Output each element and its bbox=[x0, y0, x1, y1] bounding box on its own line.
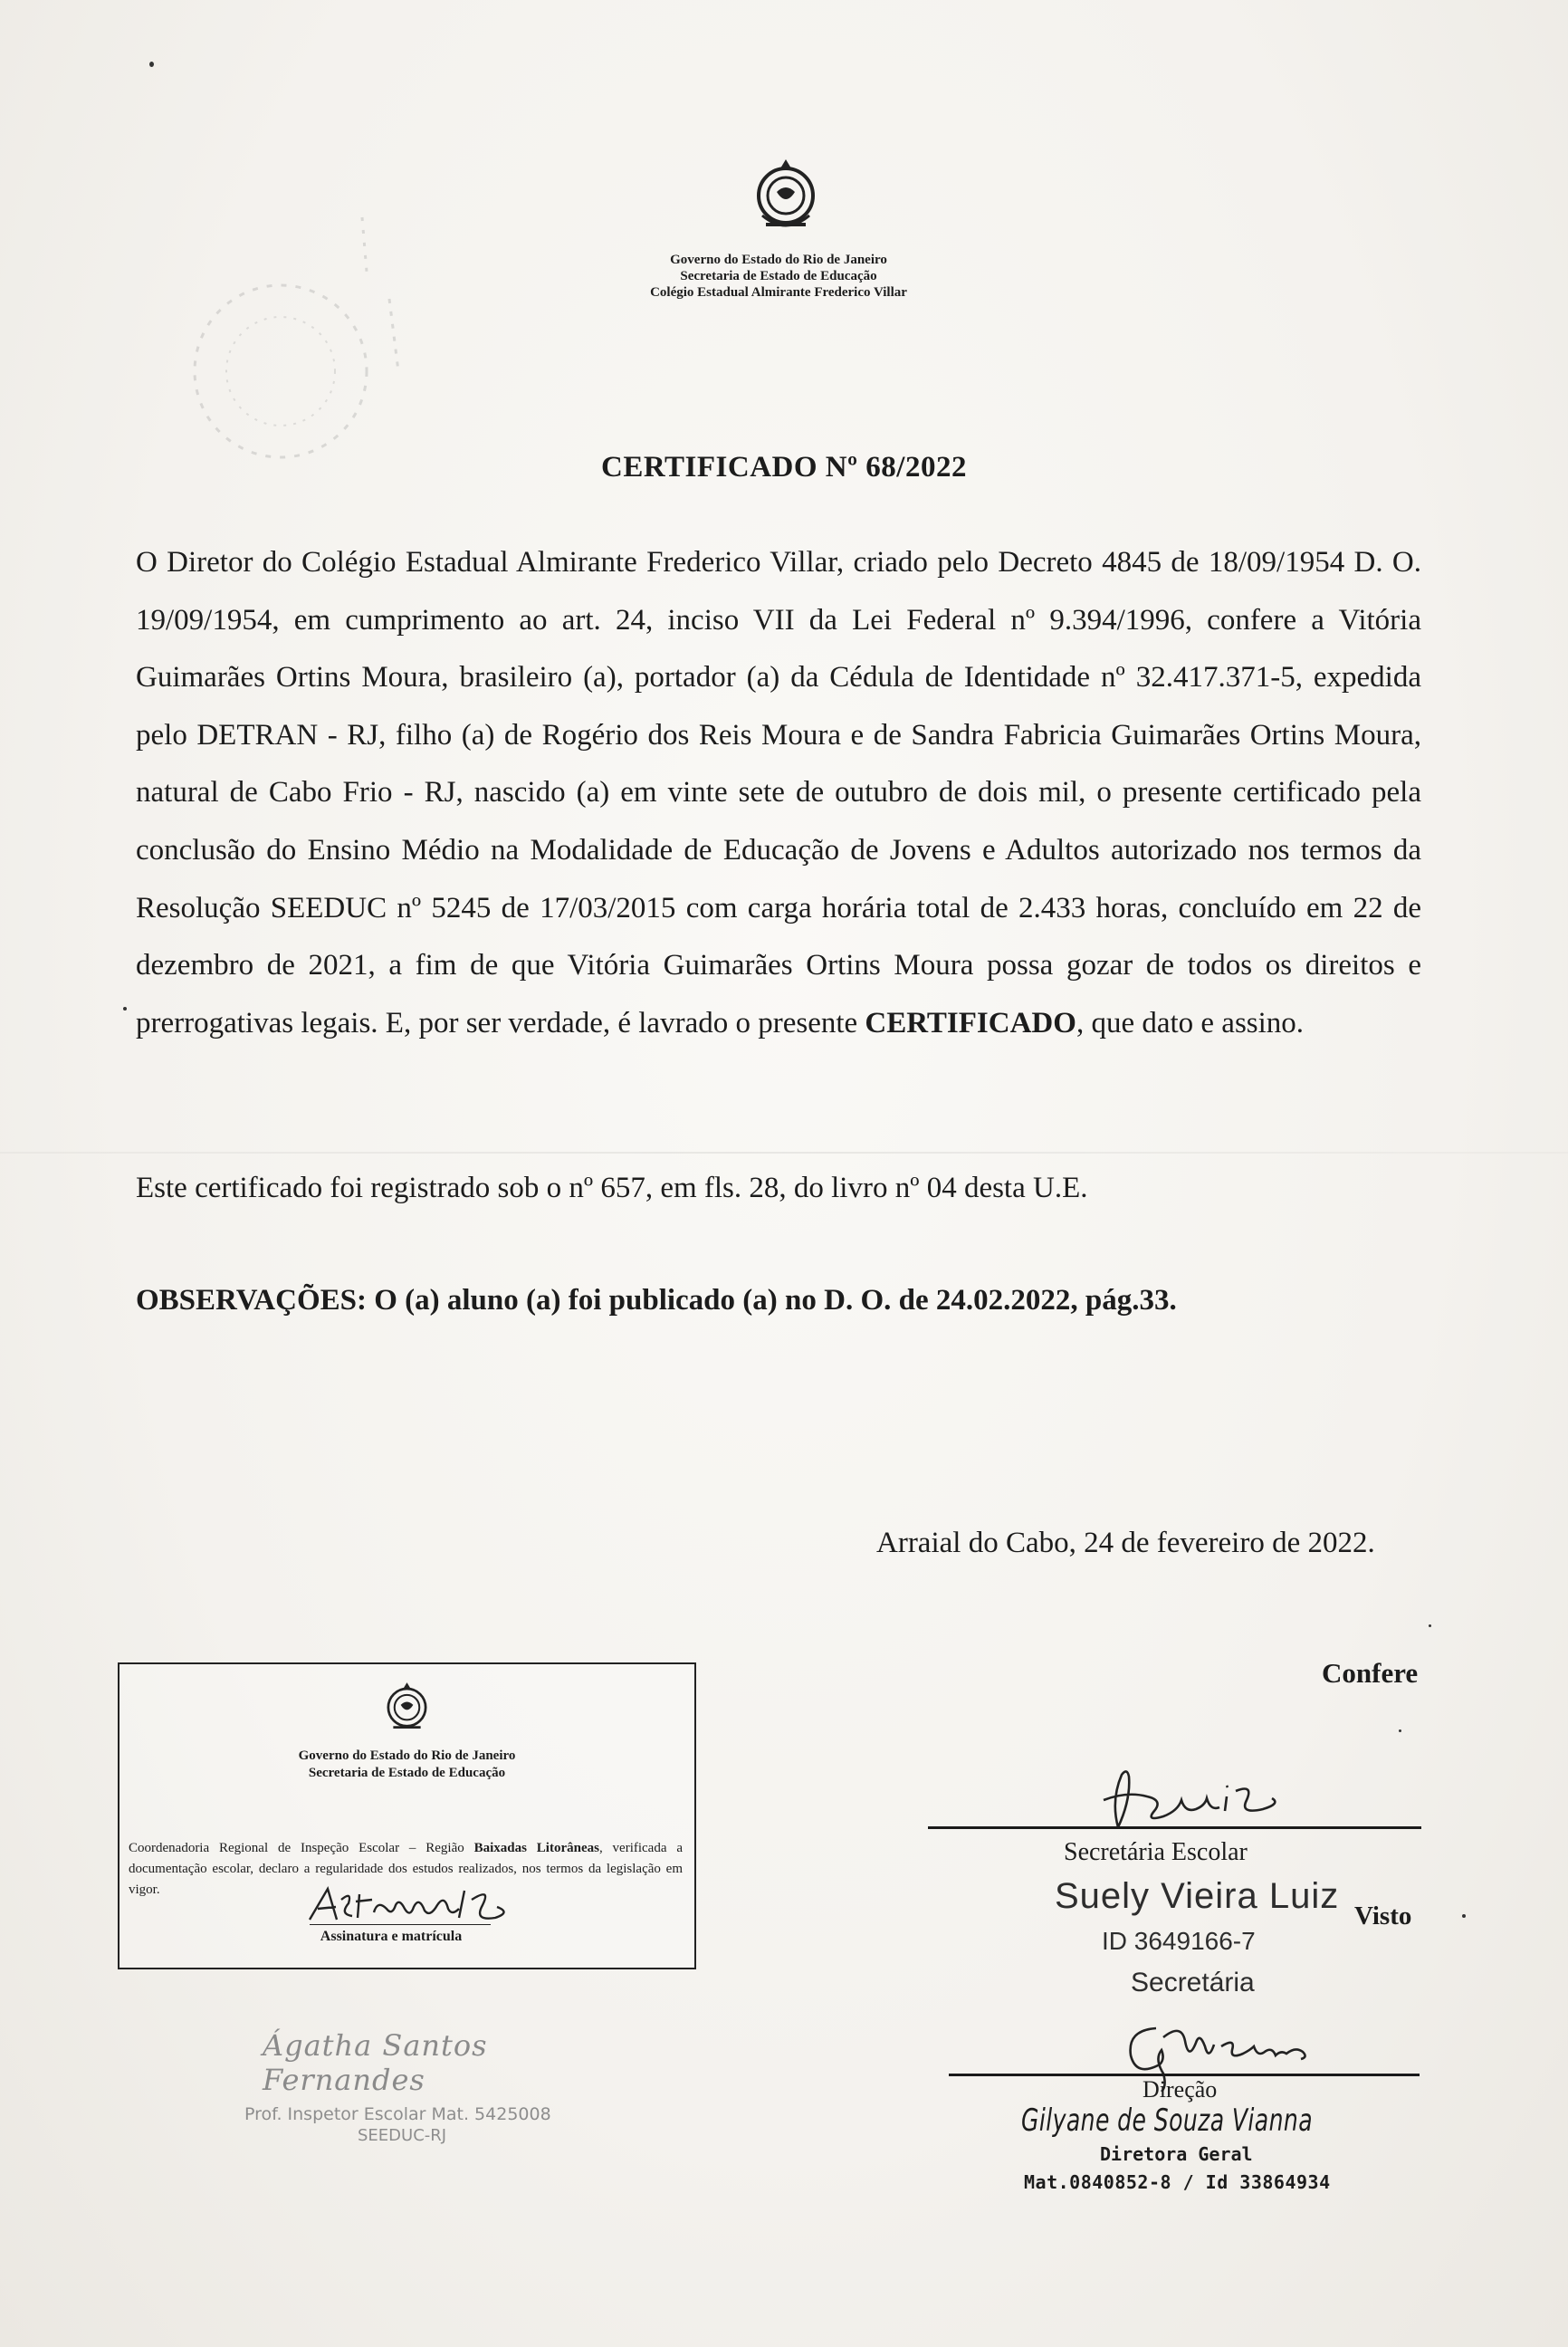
inspector-stamp-org: SEEDUC-RJ bbox=[358, 2126, 447, 2145]
header-secretariat: Secretaria de Estado de Educação bbox=[680, 269, 877, 283]
paper-fold-line bbox=[0, 1152, 1568, 1154]
inspection-decl-part1: Coordenadoria Regional de Inspeção Escolar – Região bbox=[129, 1841, 474, 1855]
inspector-stamp bbox=[208, 2028, 625, 2145]
header-school: Colégio Estadual Almirante Frederico Villar bbox=[650, 285, 907, 300]
inspector-stamp-name: Ágatha Santos Fernandes bbox=[263, 2028, 488, 2097]
inspection-gov-header bbox=[120, 1748, 694, 1782]
secretary-role: Secretária Escolar bbox=[1064, 1838, 1248, 1866]
inspection-decl-part2: , verificada a documentação escolar, declaro a regularidade dos estudos realizados, nos termos da legislação em vigor. bbox=[129, 1841, 683, 1897]
director-stamp-mat: Mat.0840852-8 / Id 33864934 bbox=[1024, 2171, 1331, 2193]
rio-de-janeiro-coat-of-arms-icon bbox=[382, 1677, 432, 1740]
director-stamp-title: Diretora Geral bbox=[1100, 2143, 1253, 2165]
inspection-gov-line1: Governo do Estado do Rio de Janeiro bbox=[298, 1748, 516, 1763]
inspection-decl-region: Baixadas Litorâneas bbox=[473, 1841, 599, 1855]
inspector-stamp-role: Prof. Inspetor Escolar Mat. 5425008 bbox=[244, 2104, 551, 2124]
inspector-signature bbox=[305, 1882, 513, 1936]
director-role: Direção bbox=[1143, 2076, 1218, 2103]
secretary-signature bbox=[1091, 1764, 1299, 1832]
header-text bbox=[507, 252, 1050, 301]
inspector-signature-label: Assinatura e matrícula bbox=[320, 1929, 463, 1944]
faded-seal-stamp bbox=[172, 163, 425, 462]
body-end-text: , que dato e assino. bbox=[1076, 1006, 1305, 1039]
place-and-date: Arraial do Cabo, 24 de fevereiro de 2022. bbox=[876, 1527, 1375, 1559]
secretary-stamp-title: Secretária bbox=[1131, 1968, 1255, 1997]
certificate-title: CERTIFICADO Nº 68/2022 bbox=[601, 451, 967, 484]
header-government: Governo do Estado do Rio de Janeiro bbox=[670, 253, 887, 267]
secretary-stamp-name: Suely Vieira Luiz bbox=[1055, 1876, 1340, 1916]
rio-de-janeiro-coat-of-arms-icon bbox=[750, 152, 822, 243]
body-main-text: O Diretor do Colégio Estadual Almirante Frederico Villar, criado pelo Decreto 4845 de 18/09/1954 D. O. 19/09/1954, em cumprimento ao art. 24, inciso VII da Lei Federal nº 9.394/1996, confere a Vitória Guimarães Ortins Moura, brasileiro (a), portador (a) da Cédula de Identidade nº 32.417.371-5, expedida pelo DETRAN - RJ, filho (a) de Rogério dos Reis Moura e de Sandra Fabricia Guimarães Ortins Moura, natural de Cabo Frio - RJ, nascido (a) em vinte sete de outubro de dois mil, o presente certificado pela conclusão do Ensino Médio na Modalidade de Educação de Jovens e Adultos autorizado nos termos da Resolução SEEDUC nº 5245 de 17/03/2015 com carga horária total de 2.433 horas, concluído em 22 de dezembro de 2021, a fim de que Vitória Guimarães Ortins Moura possa gozar de todos os direitos e prerrogativas legais. E, por ser verdade, é lavrado o presente bbox=[136, 546, 1421, 1039]
director-stamp-name: Gilyane de Souza Vianna bbox=[1021, 2103, 1313, 2139]
certificate-body bbox=[136, 534, 1421, 1052]
confere-label: Confere bbox=[1322, 1657, 1419, 1689]
inspector-signature-line bbox=[310, 1924, 491, 1925]
body-bold-certificado: CERTIFICADO bbox=[865, 1006, 1076, 1039]
visto-label: Visto bbox=[1354, 1902, 1412, 1930]
secretary-signature-line bbox=[928, 1826, 1421, 1829]
paper-speck bbox=[149, 62, 154, 67]
paper-speck bbox=[1462, 1914, 1466, 1918]
observations: OBSERVAÇÕES: O (a) aluno (a) foi publicado (a) no D. O. de 24.02.2022, pág.33. bbox=[136, 1284, 1177, 1317]
inspection-gov-line2: Secretaria de Estado de Educação bbox=[308, 1766, 506, 1780]
paper-speck bbox=[123, 1007, 127, 1011]
inspection-box bbox=[118, 1662, 696, 1969]
paper-speck bbox=[1399, 1729, 1401, 1732]
registration-note: Este certificado foi registrado sob o nº 657, em fls. 28, do livro nº 04 desta U.E. bbox=[136, 1172, 1088, 1204]
paper-speck bbox=[1429, 1624, 1431, 1627]
secretary-stamp-id: ID 3649166-7 bbox=[1102, 1927, 1256, 1955]
